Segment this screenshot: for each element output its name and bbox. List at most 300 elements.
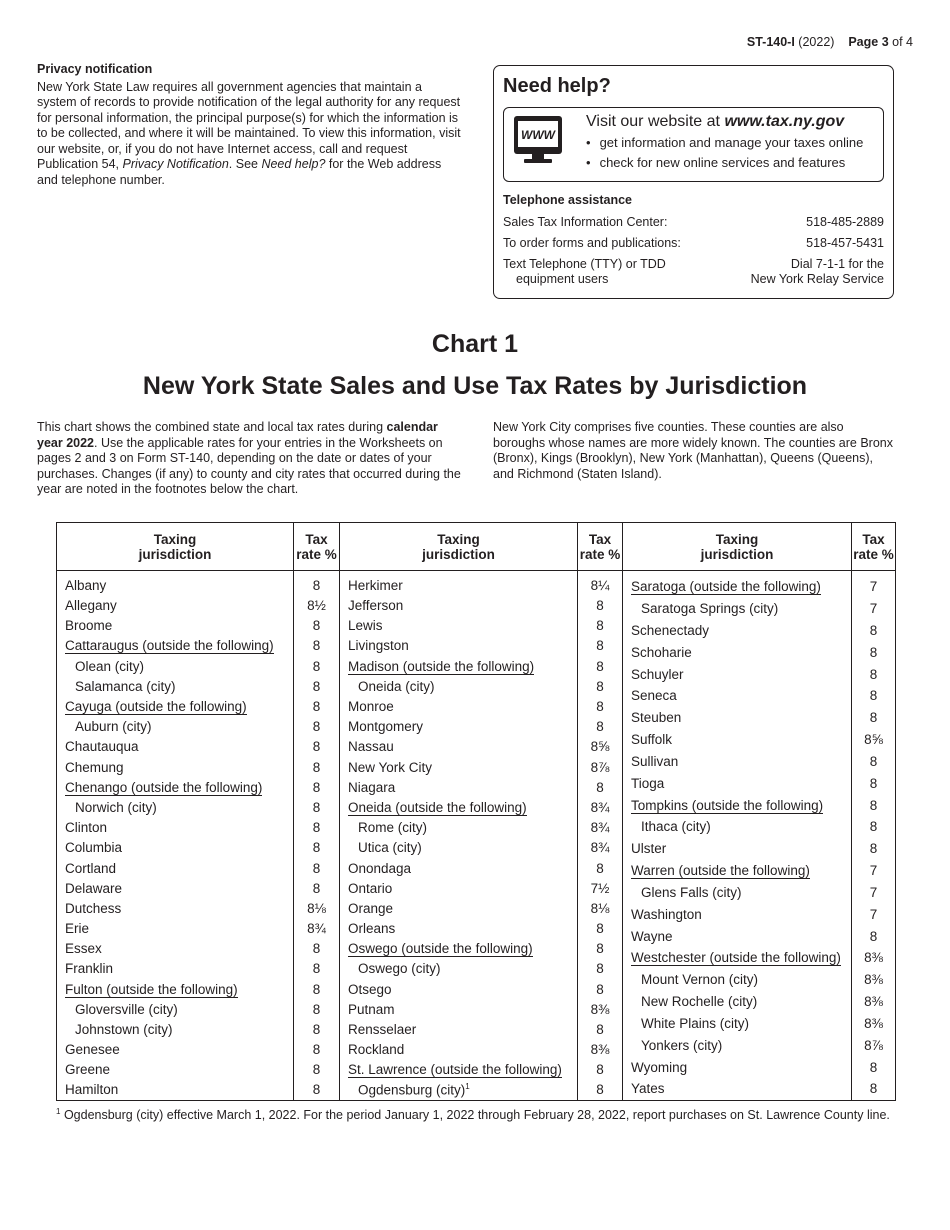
jurisdiction-text: Madison (outside the following) xyxy=(348,658,535,674)
tax-rate: 8 xyxy=(294,696,340,716)
chart-subtitle: New York State Sales and Use Tax Rates by Jurisdiction xyxy=(142,372,808,400)
table-row xyxy=(340,777,623,797)
chart-heading xyxy=(0,330,950,401)
header-line: jurisdiction xyxy=(138,546,212,562)
jurisdiction-text: Rensselaer xyxy=(348,1022,417,1038)
tax-rate: 8 xyxy=(578,858,623,878)
header-line: Tax xyxy=(305,531,328,547)
table-row xyxy=(57,656,340,676)
jurisdiction-text: Oneida (outside the following) xyxy=(348,799,527,815)
jurisdiction-name xyxy=(57,696,294,716)
table-row xyxy=(340,717,623,737)
tax-rate-tables xyxy=(56,522,896,1101)
table-row xyxy=(340,818,623,838)
table-row xyxy=(623,1078,896,1100)
tax-rate: 8⅜ xyxy=(852,969,896,991)
tax-rate: 8 xyxy=(578,596,623,616)
tax-rate: 8 xyxy=(578,979,623,999)
header-line: Tax xyxy=(862,531,885,547)
jurisdiction-name xyxy=(57,757,294,777)
jurisdiction-name xyxy=(623,571,852,598)
jurisdiction-name xyxy=(340,676,578,696)
tax-rate-table xyxy=(622,522,896,1101)
website-prefix: Visit our website at xyxy=(586,113,725,130)
table-row xyxy=(340,596,623,616)
tax-rate: 8 xyxy=(578,696,623,716)
jurisdiction-name xyxy=(340,656,578,676)
table-row xyxy=(340,979,623,999)
jurisdiction-name xyxy=(340,1080,578,1100)
tax-rate: 8 xyxy=(578,777,623,797)
bullet-item: • check for new online services and features xyxy=(586,153,883,173)
table-row xyxy=(623,794,896,816)
tty-value xyxy=(751,257,884,287)
table-row xyxy=(340,1019,623,1039)
jurisdiction-text: Lewis xyxy=(348,618,383,634)
privacy-text-part: New York State Law requires all government agencies that maintain a system of records to provide notification of the legal authority for any request for personal information, the principal purpose(s) for which the information is to be collected, and where it will be maintained. To view this information, visit our website, or, if you do not have Internet access, call and request Publication 54, xyxy=(37,79,461,171)
header-line: Taxing xyxy=(715,531,759,547)
tax-rate: 8¼ xyxy=(578,571,623,596)
jurisdiction-text: Oswego (outside the following) xyxy=(348,941,533,957)
jurisdiction-name xyxy=(57,838,294,858)
tax-rate: 8 xyxy=(852,685,896,707)
intro-bold-text: calendar year 2022 xyxy=(37,420,438,450)
table-row xyxy=(623,903,896,925)
jurisdiction-name xyxy=(623,816,852,838)
table-row xyxy=(340,858,623,878)
footnote-mark: 1 xyxy=(56,1107,61,1116)
jurisdiction-name xyxy=(340,999,578,1019)
jurisdiction-text: Westchester (outside the following) xyxy=(631,950,841,966)
table-row xyxy=(340,1080,623,1100)
jurisdiction-name xyxy=(623,925,852,947)
jurisdiction-text: Olean (city) xyxy=(75,658,145,674)
table-row xyxy=(623,947,896,969)
table-row xyxy=(340,939,623,959)
jurisdiction-text: Yonkers (city) xyxy=(641,1037,723,1053)
tax-rate: 8 xyxy=(294,939,340,959)
jurisdiction-name xyxy=(340,596,578,616)
column-header-rate xyxy=(852,523,896,571)
need-help-title: Need help? xyxy=(503,75,611,97)
tax-rate: 8 xyxy=(852,663,896,685)
jurisdiction-text: Schenectady xyxy=(631,622,710,638)
jurisdiction-text: Oswego (city) xyxy=(358,961,441,977)
table-row xyxy=(57,898,340,918)
jurisdiction-text: Fulton (outside the following) xyxy=(65,981,238,997)
tax-rate: 8 xyxy=(852,750,896,772)
jurisdiction-name xyxy=(623,838,852,860)
table-row xyxy=(340,959,623,979)
table-row xyxy=(623,882,896,904)
jurisdiction-text: Warren (outside the following) xyxy=(631,863,810,879)
tax-rate: 8 xyxy=(578,636,623,656)
jurisdiction-text: Cattaraugus (outside the following) xyxy=(65,638,274,654)
jurisdiction-text: Orange xyxy=(348,900,394,916)
jurisdiction-text: Rome (city) xyxy=(358,820,428,836)
jurisdiction-text: Wayne xyxy=(631,928,673,944)
tax-rate: 8 xyxy=(578,939,623,959)
telephone-number: 518-485-2889 xyxy=(806,215,884,229)
privacy-text xyxy=(37,80,462,189)
jurisdiction-name xyxy=(340,757,578,777)
tax-rate: 8¾ xyxy=(578,818,623,838)
jurisdiction-name xyxy=(57,1080,294,1100)
table-row xyxy=(623,860,896,882)
jurisdiction-text: Salamanca (city) xyxy=(75,678,176,694)
privacy-notification xyxy=(37,62,462,188)
table-row xyxy=(623,969,896,991)
intro-text-part: . Use the applicable rates for your entries in the Worksheets on pages 2 and 3 on Form ST-140, depending on the date or dates of your purchases. Changes (if any) to county and city rates that occurred during the year are noted in the footnotes below the chart. xyxy=(37,435,461,496)
table-row xyxy=(623,750,896,772)
jurisdiction-name xyxy=(340,979,578,999)
tax-rate: 8¾ xyxy=(578,797,623,817)
jurisdiction-text: Ontario xyxy=(348,880,393,896)
table-row xyxy=(340,737,623,757)
tax-rate: 8 xyxy=(294,999,340,1019)
table-row xyxy=(57,757,340,777)
tty-label-line: equipment users xyxy=(516,272,609,286)
jurisdiction-text: New York City xyxy=(348,759,433,775)
telephone-row xyxy=(503,215,884,230)
table-row xyxy=(623,598,896,620)
tax-rate: 8⅛ xyxy=(578,898,623,918)
jurisdiction-text: Clinton xyxy=(65,820,108,836)
column-header-rate xyxy=(578,523,623,571)
jurisdiction-name xyxy=(623,1034,852,1056)
jurisdiction-text: Seneca xyxy=(631,688,677,704)
jurisdiction-name xyxy=(57,919,294,939)
jurisdiction-text: Orleans xyxy=(348,921,396,937)
jurisdiction-text: Columbia xyxy=(65,840,123,856)
table-row xyxy=(340,571,623,596)
table-row xyxy=(340,878,623,898)
jurisdiction-name xyxy=(340,959,578,979)
jurisdiction-name xyxy=(57,596,294,616)
jurisdiction-name xyxy=(623,1078,852,1100)
tax-rate: 8⅜ xyxy=(578,1040,623,1060)
table-row xyxy=(57,999,340,1019)
jurisdiction-text: Schuyler xyxy=(631,666,684,682)
jurisdiction-name xyxy=(340,636,578,656)
jurisdiction-text: Niagara xyxy=(348,779,396,795)
jurisdiction-text: Gloversville (city) xyxy=(75,1001,178,1017)
table-row xyxy=(57,939,340,959)
jurisdiction-name xyxy=(623,1013,852,1035)
header-line: jurisdiction xyxy=(422,546,495,562)
table-row xyxy=(57,571,340,596)
jurisdiction-name xyxy=(57,999,294,1019)
chart-title: Chart 1 xyxy=(431,330,519,358)
jurisdiction-text: Putnam xyxy=(348,1001,395,1017)
table-row xyxy=(57,797,340,817)
jurisdiction-text: Tompkins (outside the following) xyxy=(631,797,824,813)
table-row xyxy=(623,1034,896,1056)
header-line: Tax xyxy=(588,531,612,547)
jurisdiction-text: Ulster xyxy=(631,841,667,857)
footnote xyxy=(56,1104,916,1124)
tax-rate-table xyxy=(56,522,340,1101)
jurisdiction-name xyxy=(57,1040,294,1060)
tax-rate: 8¾ xyxy=(294,919,340,939)
tty-label-line: Text Telephone (TTY) or TDD xyxy=(503,257,666,271)
jurisdiction-text: Saratoga Springs (city) xyxy=(641,600,779,616)
jurisdiction-name xyxy=(623,947,852,969)
jurisdiction-name xyxy=(340,878,578,898)
jurisdiction-name xyxy=(57,878,294,898)
table-row xyxy=(340,1060,623,1080)
tax-rate: 8 xyxy=(294,1060,340,1080)
table-row xyxy=(623,838,896,860)
table-row xyxy=(623,619,896,641)
jurisdiction-text: Washington xyxy=(631,906,702,922)
jurisdiction-text: St. Lawrence (outside the following) xyxy=(348,1062,562,1078)
website-link[interactable]: www.tax.ny.gov xyxy=(724,113,845,130)
bullet-item: • get information and manage your taxes online xyxy=(586,133,883,153)
table-row xyxy=(340,1040,623,1060)
jurisdiction-text: Steuben xyxy=(631,710,682,726)
jurisdiction-name xyxy=(340,737,578,757)
tax-rate: 7 xyxy=(852,882,896,904)
tax-rate: 8 xyxy=(294,818,340,838)
jurisdiction-text: Nassau xyxy=(348,739,394,755)
tax-rate: 8 xyxy=(578,959,623,979)
jurisdiction-name xyxy=(340,797,578,817)
tax-rate: 8 xyxy=(294,616,340,636)
jurisdiction-text: Dutchess xyxy=(65,900,122,916)
column-header-jurisdiction xyxy=(340,523,578,571)
table-row xyxy=(340,898,623,918)
jurisdiction-text: Herkimer xyxy=(348,578,403,594)
jurisdiction-name xyxy=(623,794,852,816)
jurisdiction-name xyxy=(57,818,294,838)
table-row xyxy=(340,616,623,636)
table-row xyxy=(57,717,340,737)
tax-rate: 8 xyxy=(578,717,623,737)
jurisdiction-text: Otsego xyxy=(348,981,392,997)
table-row xyxy=(57,676,340,696)
jurisdiction-text: Cayuga (outside the following) xyxy=(65,699,247,715)
table-row xyxy=(623,571,896,598)
tax-rate: 8⅞ xyxy=(852,1034,896,1056)
jurisdiction-text: Schoharie xyxy=(631,644,692,660)
tax-rate: 8⅜ xyxy=(852,1013,896,1035)
header-line: rate % xyxy=(579,546,621,562)
table-row xyxy=(57,919,340,939)
table-row xyxy=(57,1080,340,1100)
jurisdiction-name xyxy=(340,777,578,797)
table-row xyxy=(57,777,340,797)
jurisdiction-name xyxy=(340,1040,578,1060)
jurisdiction-text: Chenango (outside the following) xyxy=(65,779,263,795)
jurisdiction-name xyxy=(57,939,294,959)
table-row xyxy=(340,999,623,1019)
tax-rate: 8⅜ xyxy=(852,991,896,1013)
jurisdiction-text: New Rochelle (city) xyxy=(641,994,758,1010)
tax-rate: 8⅞ xyxy=(578,757,623,777)
jurisdiction-text: Wyoming xyxy=(631,1059,688,1075)
telephone-row xyxy=(503,236,884,251)
tax-rate: 8 xyxy=(578,1060,623,1080)
jurisdiction-name xyxy=(57,1019,294,1039)
tax-rate: 8 xyxy=(294,838,340,858)
jurisdiction-text: Yates xyxy=(631,1081,665,1097)
jurisdiction-text: Jefferson xyxy=(348,598,404,614)
column-header-jurisdiction xyxy=(57,523,294,571)
computer-monitor-icon xyxy=(513,115,563,165)
tax-rate: 7 xyxy=(852,903,896,925)
jurisdiction-name xyxy=(57,979,294,999)
jurisdiction-text: Monroe xyxy=(348,699,394,715)
table-row xyxy=(623,1056,896,1078)
tax-rate: 8⅝ xyxy=(852,729,896,751)
tax-rate: 8 xyxy=(852,816,896,838)
table-row xyxy=(340,757,623,777)
tax-rate: 8 xyxy=(578,1080,623,1100)
table-row xyxy=(57,696,340,716)
tax-rate: 8 xyxy=(294,757,340,777)
publication-title: Privacy Notification xyxy=(122,157,229,171)
tax-rate: 8 xyxy=(852,619,896,641)
jurisdiction-name xyxy=(623,663,852,685)
tax-rate: 8 xyxy=(294,979,340,999)
table-row xyxy=(623,641,896,663)
jurisdiction-text: Delaware xyxy=(65,880,123,896)
tax-rate: 8 xyxy=(578,676,623,696)
jurisdiction-name xyxy=(57,777,294,797)
jurisdiction-text: Rockland xyxy=(348,1042,405,1058)
table-row xyxy=(623,772,896,794)
table-row xyxy=(57,1060,340,1080)
footnote-mark: 1 xyxy=(465,1082,470,1092)
table-row xyxy=(340,797,623,817)
tty-label xyxy=(503,257,666,287)
table-row xyxy=(57,636,340,656)
jurisdiction-name xyxy=(623,707,852,729)
jurisdiction-name xyxy=(57,1060,294,1080)
tax-rate: 8⅝ xyxy=(578,737,623,757)
column-header-jurisdiction xyxy=(623,523,852,571)
jurisdiction-text: Allegany xyxy=(65,598,117,614)
jurisdiction-text: Montgomery xyxy=(348,719,424,735)
page-label: Page 3 xyxy=(848,35,889,49)
tax-rate-table xyxy=(339,522,623,1101)
jurisdiction-name xyxy=(340,939,578,959)
jurisdiction-name xyxy=(623,641,852,663)
jurisdiction-name xyxy=(623,882,852,904)
tax-rate: 8 xyxy=(294,676,340,696)
jurisdiction-text: Onondaga xyxy=(348,860,412,876)
tax-rate: 7 xyxy=(852,571,896,598)
tax-rate: 8 xyxy=(578,616,623,636)
tax-rate: 8 xyxy=(294,571,340,596)
website-bullets xyxy=(586,133,883,173)
tax-rate: 8 xyxy=(852,838,896,860)
jurisdiction-name xyxy=(623,598,852,620)
tax-rate: 8 xyxy=(294,777,340,797)
privacy-text-part: for the Web address and telephone number. xyxy=(37,157,442,187)
tax-rate: 8 xyxy=(294,1080,340,1100)
tax-rate: 8 xyxy=(578,919,623,939)
header-line: rate % xyxy=(296,546,337,562)
jurisdiction-name xyxy=(340,818,578,838)
table-row xyxy=(340,656,623,676)
tax-rate: 7½ xyxy=(578,878,623,898)
telephone-row-tty xyxy=(503,257,884,287)
table-row xyxy=(623,991,896,1013)
www-icon-label: WWW xyxy=(521,128,555,142)
jurisdiction-name xyxy=(340,616,578,636)
tax-rate: 8 xyxy=(294,797,340,817)
header-line: Taxing xyxy=(153,531,197,547)
page-of: of 4 xyxy=(892,35,913,49)
jurisdiction-text: Essex xyxy=(65,941,102,957)
jurisdiction-text: Utica (city) xyxy=(358,840,422,856)
jurisdiction-text: Chautauqua xyxy=(65,739,139,755)
jurisdiction-text: Erie xyxy=(65,921,90,937)
tax-rate: 8 xyxy=(294,717,340,737)
jurisdiction-name xyxy=(57,636,294,656)
jurisdiction-name xyxy=(57,676,294,696)
jurisdiction-name xyxy=(57,898,294,918)
table-row xyxy=(57,878,340,898)
tax-rate: 8 xyxy=(294,878,340,898)
tax-rate: 8 xyxy=(294,1019,340,1039)
need-help-box xyxy=(493,65,894,299)
jurisdiction-text: Cortland xyxy=(65,860,117,876)
tax-rate: 8 xyxy=(294,858,340,878)
tax-rate: 8 xyxy=(294,1040,340,1060)
tax-rate: 8 xyxy=(294,636,340,656)
jurisdiction-name xyxy=(57,737,294,757)
table-row xyxy=(57,596,340,616)
jurisdiction-name xyxy=(623,772,852,794)
table-row xyxy=(57,979,340,999)
table-row xyxy=(623,1013,896,1035)
jurisdiction-text: Ogdensburg (city) xyxy=(358,1082,466,1098)
tax-rate: 8 xyxy=(852,707,896,729)
jurisdiction-text: White Plains (city) xyxy=(641,1016,750,1032)
table-row xyxy=(340,919,623,939)
need-help-reference: Need help? xyxy=(261,157,326,171)
table-row xyxy=(623,707,896,729)
tax-rate: 7 xyxy=(852,860,896,882)
table-row xyxy=(340,838,623,858)
table-row xyxy=(623,663,896,685)
privacy-text-part: . See xyxy=(228,157,262,171)
tty-value-line: New York Relay Service xyxy=(750,272,884,286)
table-row xyxy=(623,816,896,838)
table-row xyxy=(57,1019,340,1039)
tax-rate: 8 xyxy=(578,656,623,676)
table-row xyxy=(57,838,340,858)
tax-rate: 8¾ xyxy=(578,838,623,858)
jurisdiction-text: Saratoga (outside the following) xyxy=(631,579,821,595)
jurisdiction-name xyxy=(623,619,852,641)
table-row xyxy=(623,925,896,947)
jurisdiction-text: Broome xyxy=(65,618,113,634)
telephone-label: Sales Tax Information Center: xyxy=(503,215,668,229)
jurisdiction-text: Albany xyxy=(65,578,107,594)
jurisdiction-name xyxy=(57,616,294,636)
table-row xyxy=(340,676,623,696)
intro-text-part: This chart shows the combined state and local tax rates during xyxy=(37,420,387,434)
jurisdiction-text: Auburn (city) xyxy=(75,719,152,735)
telephone-label: To order forms and publications: xyxy=(503,236,681,250)
website-box xyxy=(503,107,884,182)
jurisdiction-name xyxy=(57,797,294,817)
tax-rate: 8⅛ xyxy=(294,898,340,918)
